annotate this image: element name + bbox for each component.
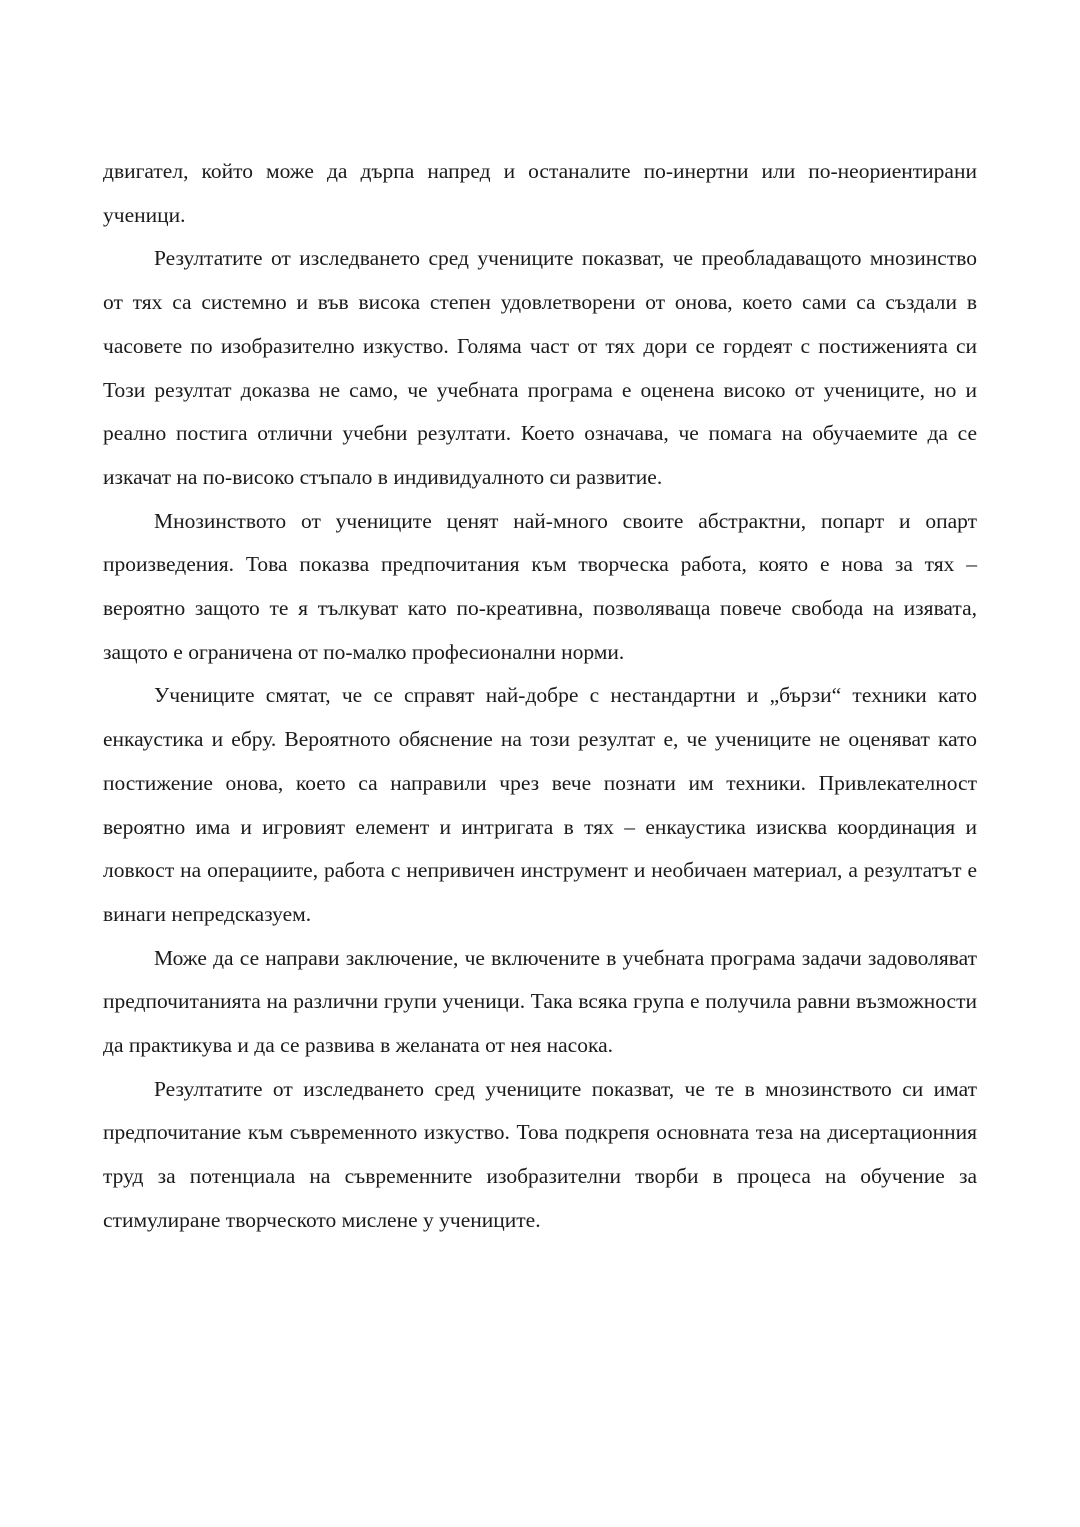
paragraph-conclusion: Може да се направи заключение, че включените в учебната програма задачи задоволяват предпочитанията на различни групи ученици. Така всяка група е получила равни възможности да практикува и да се развива в желаната от нея насока. — [103, 945, 977, 1058]
document-body — [103, 150, 977, 1243]
paragraph-techniques: Учениците смятат, че се справят най-добре с нестандартни и „бързи“ техники като енкаустика и ебру. Вероятното обяснение на този резултат е, че учениците не оценяват като постижение онова, което са направили чрез вече познати им техники. Привлекателност вероятно има и игровият елемент и интригата в тях – енкаустика изисква координация и ловкост на операциите, работа с непривичен инструмент и необичаен материал, а резултатът е винаги непредсказуем. — [103, 683, 977, 926]
paragraph-continuation: двигател, който може да дърпа напред и останалите по-инертни или по-неориентирани ученици. — [103, 159, 977, 227]
paragraph-contemporary-art: Резултатите от изследването сред учениците показват, че те в мнозинството си имат предпочитание към съвременното изкуство. Това подкрепя основната теза на дисертационния труд за потенциала на съвременните изобразителни творби в процеса на обучение за стимулиране творческото мислене у учениците. — [103, 1076, 977, 1232]
paragraph-satisfaction-results: Резултатите от изследването сред учениците показват, че преобладаващото мнозинство от тях са системно и във висока степен удовлетворени от онова, което сами са създали в часовете по изобразително изкуство. Голяма част от тях дори се гордеят с постиженията си Този резултат доказва не само, че учебната програма е оценена високо от учениците, но и реално постига отлични учебни резултати. Което означава, че помага на обучаемите да се изкачат на по-високо стъпало в индивидуалното си развитие. — [103, 246, 977, 489]
paragraph-abstract-works: Мнозинството от учениците ценят най-много своите абстрактни, попарт и опарт произведения. Това показва предпочитания към творческа работа, която е нова за тях – вероятно защото те я тълкуват като по-креативна, позволяваща повече свобода на изявата, защото е ограничена от по-малко професионални норми. — [103, 508, 977, 664]
